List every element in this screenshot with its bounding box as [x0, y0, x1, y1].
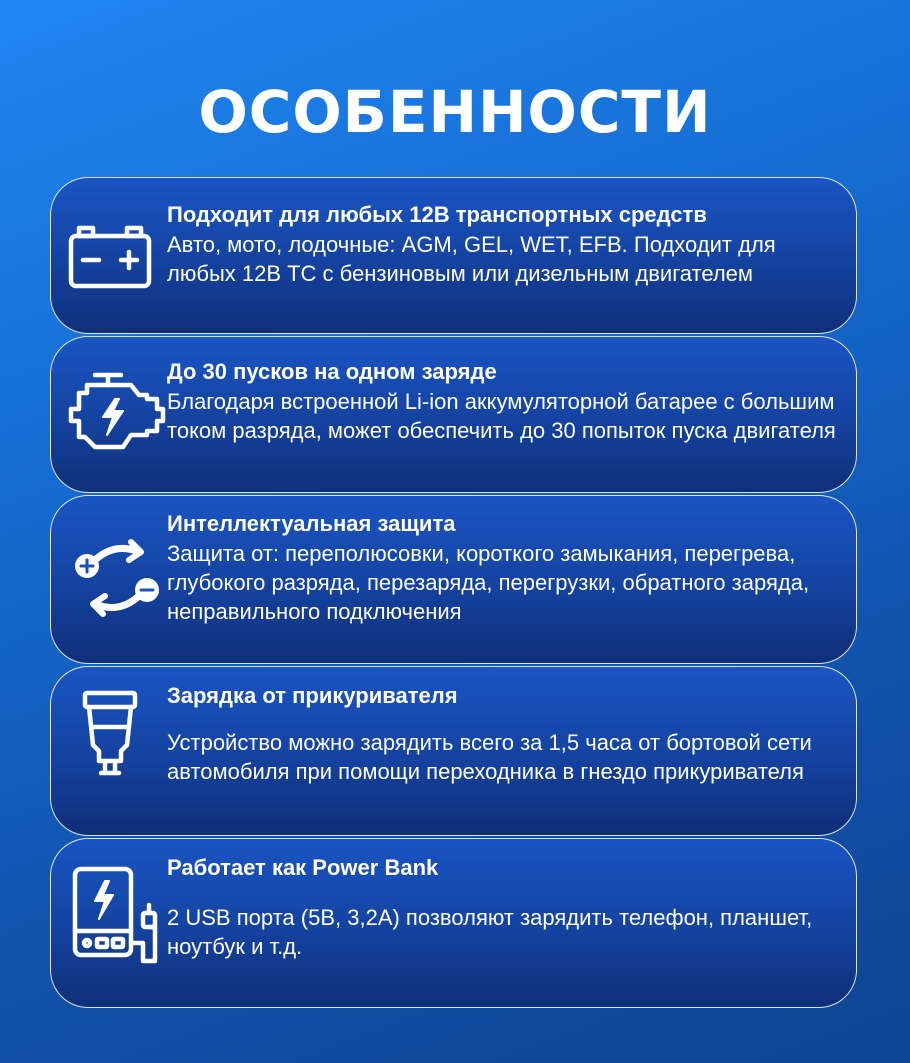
feature-card-powerbank	[50, 838, 857, 1008]
feature-card-charger	[50, 666, 857, 836]
feature-description: Защита от: переполюсовки, короткого замыкания, перегрева, глубокого разряда, перезаряда, перегрузки, обратного заряда, неправильного подключения	[167, 541, 810, 624]
polarity-cycle-icon	[65, 526, 169, 630]
feature-heading: До 30 пусков на одном заряде	[167, 359, 497, 384]
feature-card-engine	[50, 336, 857, 493]
car-battery-icon	[65, 204, 169, 308]
feature-heading: Подходит для любых 12В транспортных средств	[167, 202, 707, 227]
feature-description: 2 USB порта (5В, 3,2А) позволяют зарядить телефон, планшет, ноутбук и т.д.	[167, 905, 813, 959]
feature-description: Устройство можно зарядить всего за 1,5 часа от бортовой сети автомобиля при помощи переходника в гнездо прикуривателя	[167, 730, 812, 784]
feature-description: Благодаря встроенной Li-ion аккумуляторной батарее с большим током разряда, может обеспечить до 30 попыток пуска двигателя	[167, 389, 836, 443]
feature-description: Авто, мото, лодочные: AGM, GEL, WET, EFB. Подходит для любых 12В ТС с бензиновым или дизельным двигателем	[167, 232, 776, 286]
feature-heading: Зарядка от прикуривателя	[167, 683, 458, 708]
feature-card-battery	[50, 177, 857, 334]
feature-card-protection	[50, 495, 857, 664]
feature-heading: Интеллектуальная защита	[167, 511, 456, 536]
feature-heading: Работает как Power Bank	[167, 855, 439, 880]
power-bank-icon	[65, 865, 169, 969]
page-title: ОСОБЕННОСТИ	[198, 78, 712, 146]
engine-bolt-icon	[65, 363, 169, 467]
car-charger-icon	[65, 687, 169, 791]
